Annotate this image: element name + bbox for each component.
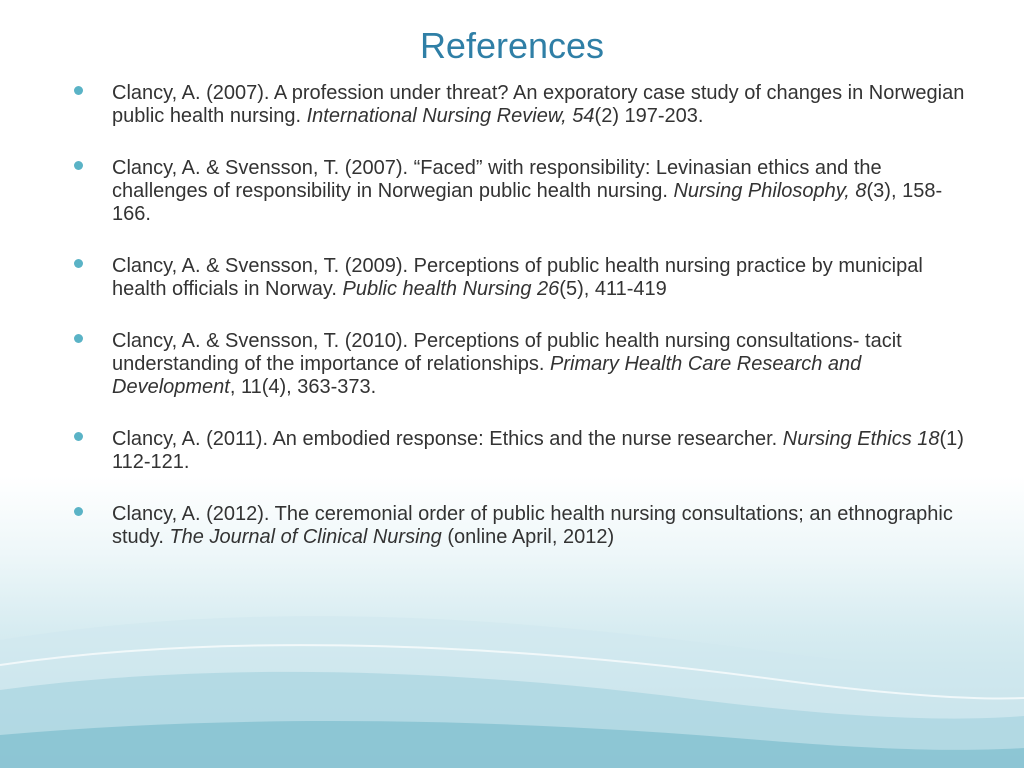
bullet-icon	[74, 86, 83, 95]
bullet-icon	[74, 161, 83, 170]
reference-item	[74, 428, 974, 474]
journal-name: Public health Nursing 26	[342, 278, 560, 300]
reference-text: Clancy, A. & Svensson, T. (2007). “Faced” with responsibility: Levinasian ethics and the challenges of responsibility in Norwegian public health nursing.	[112, 157, 882, 202]
reference-list	[74, 82, 974, 578]
bullet-icon	[74, 507, 83, 516]
journal-name: The Journal of Clinical Nursing	[169, 526, 442, 548]
slide-title: References	[419, 25, 605, 66]
reference-item	[74, 82, 974, 128]
reference-details: (online April, 2012)	[441, 526, 615, 548]
reference-details: (2) 197-203.	[594, 105, 704, 127]
bullet-icon	[74, 259, 83, 268]
bullet-icon	[74, 432, 83, 441]
journal-name: Nursing Philosophy, 8	[673, 180, 867, 202]
reference-item	[74, 330, 974, 399]
journal-name: Primary Health Care Research and Development	[112, 353, 862, 398]
bullet-icon	[74, 334, 83, 343]
reference-text: Clancy, A. & Svensson, T. (2010). Perceptions of public health nursing consultations- tacit understanding of the importance of relationships.	[112, 330, 902, 375]
reference-text: Clancy, A. & Svensson, T. (2009). Perceptions of public health nursing practice by municipal health officials in Norway.	[112, 255, 923, 300]
reference-text: Clancy, A. (2011). An embodied response: Ethics and the nurse researcher.	[112, 428, 783, 450]
reference-details: , 11(4), 363-373.	[229, 376, 377, 398]
reference-text: Clancy, A. (2007). A profession under threat? An exporatory case study of changes in Norwegian public health nursing.	[112, 82, 965, 127]
reference-item	[74, 157, 974, 226]
reference-item	[74, 503, 974, 549]
journal-name: Nursing Ethics 18	[782, 428, 940, 450]
journal-name: International Nursing Review, 54	[306, 105, 595, 127]
reference-item	[74, 255, 974, 301]
reference-details: (5), 411-419	[559, 278, 667, 300]
reference-text: Clancy, A. (2012). The ceremonial order of public health nursing consultations; an ethnographic study.	[112, 503, 953, 548]
reference-details: (3), 158-166.	[112, 180, 943, 225]
reference-details: (1) 112-121.	[112, 428, 964, 473]
